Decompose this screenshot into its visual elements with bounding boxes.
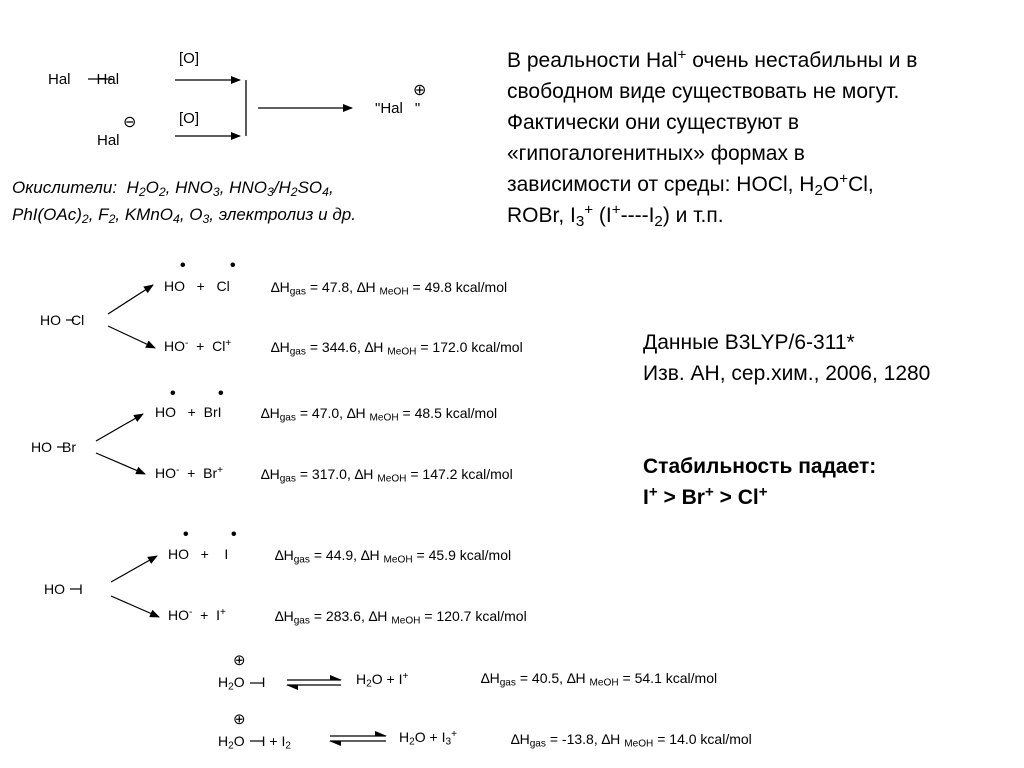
- radical-dot-icon: •: [231, 526, 237, 543]
- note-top-text: В реальности Hal+ очень нестабильны и в свободном виде существовать не могут. Фактически они существуют в «гипогалогенитных» формах в зависимости от среды: HOCl, $H_2O^+Cl$, ROBr, $I_3^+$ $(I^+----I_2)$ и т.п.: [507, 46, 918, 230]
- plus-charge-icon: ⊕: [233, 652, 246, 669]
- plus-charge-icon: ⊕: [233, 711, 246, 728]
- oxidant-label-2: [O]: [179, 110, 200, 127]
- radical-dot-icon: •: [180, 257, 186, 274]
- equilibrium-1-energy: $\Delta H_{gas} = 40.5$, ∆H $_{MeOH}$ = 54.1 kcal/mol: [481, 670, 718, 689]
- hoi-ionic-products: HO- + I+: [168, 606, 226, 623]
- reactant-hal-hal: Hal Hal: [48, 71, 120, 88]
- hocl-ionic-energy: $\Delta H_{gas} = 344.6$, ∆H $_{MeOH}$ = 172.0 kcal/mol: [271, 339, 523, 358]
- hoi-radical-energy: $\Delta H_{gas} = 44.9$, ∆H $_{MeOH}$ = 45.9 kcal/mol: [275, 547, 512, 566]
- oxidants-line-1: Окислители: $H_2O_2$, $HNO_3$, $HNO_3/H_2SO_4$,: [12, 178, 334, 200]
- hoi-ionic-energy: $\Delta H_{gas} = 283.6$, ∆H $_{MeOH}$ = 120.7 kcal/mol: [275, 608, 527, 627]
- reactant-hocl: HO Cl: [40, 312, 85, 328]
- hobr-radical-energy: $\Delta H_{gas} = 47.0$, ∆H $_{MeOH}$ = 48.5 kcal/mol: [261, 405, 498, 424]
- radical-dot-icon: •: [230, 257, 236, 274]
- reference-text: Данные B3LYP/6-311* Изв. АН, сер.хим., 2006, 1280: [643, 331, 931, 385]
- equilibrium-2-energy: $\Delta H_{gas} = -13.8$, ∆H $_{MeOH}$ = 14.0 kcal/mol: [511, 731, 752, 750]
- product-hal-cation: "Hal ": [375, 100, 421, 117]
- hoi-arrow-ionic: [111, 596, 159, 617]
- radical-dot-icon: •: [183, 526, 189, 543]
- hocl-arrow-ionic: [108, 326, 155, 348]
- oxidants-line-2: $PhI(OAc)_2$, $F_2$, KMnO$_4$, $O_3$, электролиз и др.: [12, 205, 356, 227]
- stability-text: Стабильность падает: I+ > Br+ > Cl+: [643, 455, 877, 509]
- reactant-hobr: HO Br: [31, 439, 76, 455]
- plus-charge-icon: ⊕: [413, 82, 427, 99]
- radical-dot-icon: •: [218, 385, 224, 402]
- h2oi-cation-2: $H_2O$ $I + I_2$: [218, 733, 291, 752]
- equilibrium-2-products: $H_2O + I_3^+$: [399, 728, 457, 748]
- hocl-ionic-products: HO- + Cl+: [164, 337, 232, 354]
- hobr-ionic-energy: $\Delta H_{gas} = 317.0$, ∆H $_{MeOH}$ = 147.2 kcal/mol: [261, 466, 513, 485]
- hocl-radical-energy: $\Delta H_{gas} = 47.8$, ∆H $_{MeOH}$ = 49.8 kcal/mol: [271, 279, 508, 298]
- hoi-radical-products: HO + I: [168, 546, 229, 562]
- hobr-ionic-products: HO- + Br+: [155, 464, 223, 481]
- hocl-radical-products: HO + Cl: [164, 278, 230, 294]
- reactant-hoi: HO I: [44, 581, 83, 597]
- hocl-arrow-radical: [108, 285, 153, 314]
- hoi-arrow-radical: [111, 556, 157, 582]
- hobr-arrow-radical: [96, 414, 143, 441]
- minus-charge-icon: ⊖: [123, 114, 137, 131]
- h2oi-cation-1: $H_2O$ I: [218, 674, 266, 693]
- equilibrium-1-products: $H_2O + I^+$: [356, 670, 409, 690]
- radical-dot-icon: •: [170, 385, 176, 402]
- hobr-arrow-ionic: [96, 453, 145, 474]
- oxidant-label-1: [O]: [179, 50, 200, 67]
- reactant-halide: Hal: [97, 132, 120, 149]
- hobr-radical-products: HO + BrI: [155, 404, 222, 420]
